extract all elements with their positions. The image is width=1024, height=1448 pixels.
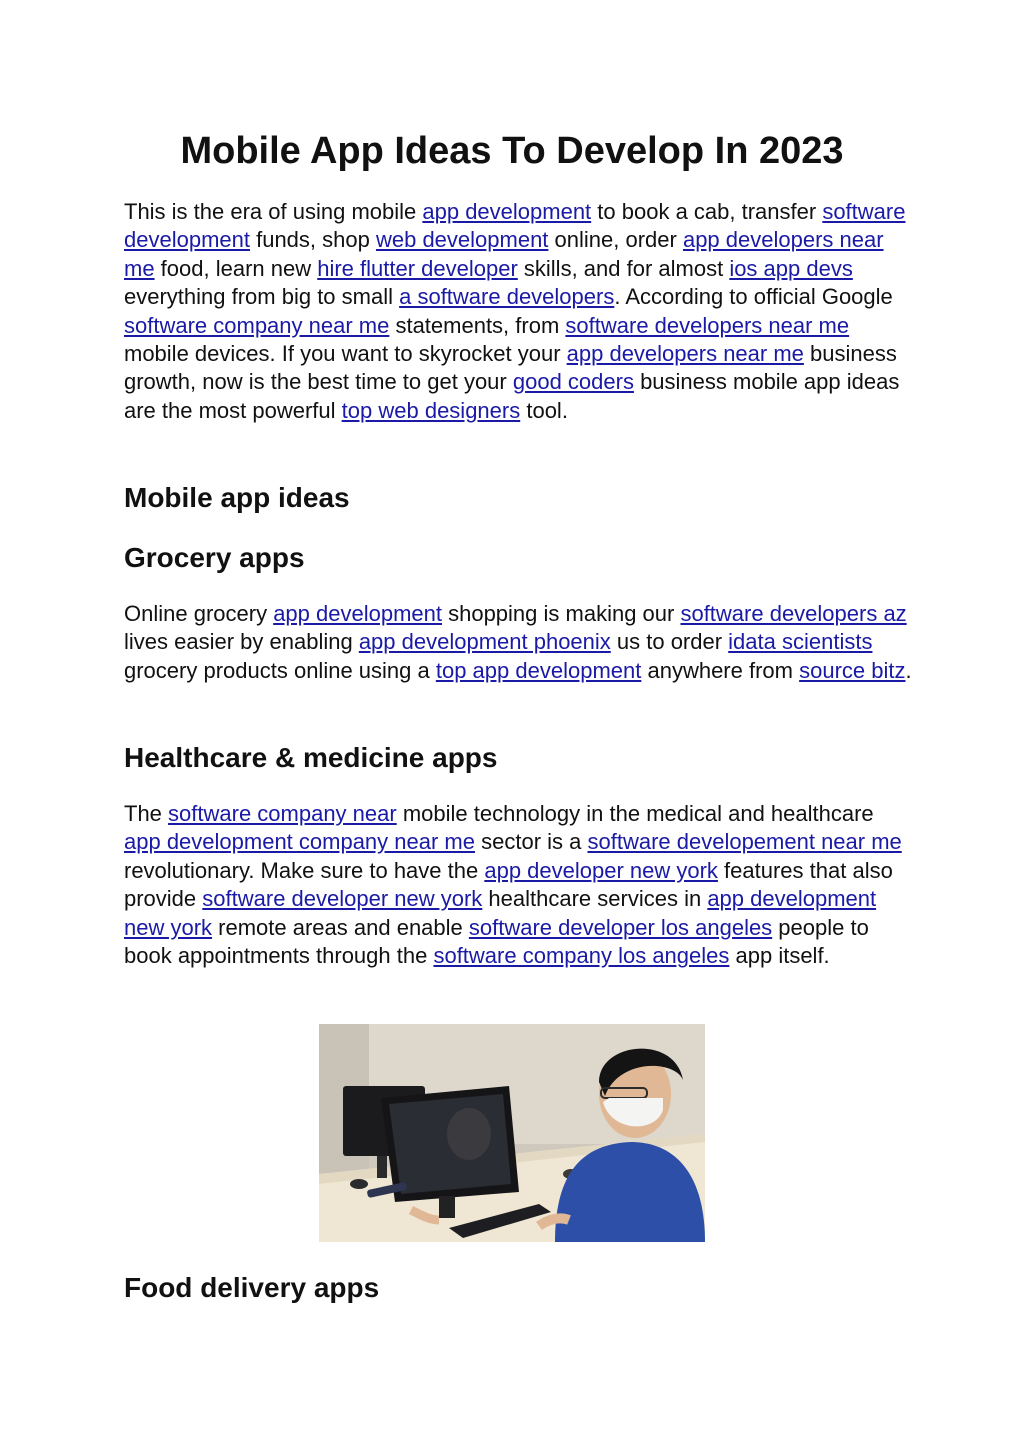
text-run: anywhere from [641, 657, 800, 683]
text-run: sector is a [475, 829, 588, 855]
inline-link[interactable]: app developer new york [484, 857, 718, 883]
text-run: business mobile app ideas are the most powerful [124, 369, 900, 423]
inline-link[interactable]: source bitz [799, 657, 906, 683]
inline-link[interactable]: software developers az [680, 601, 907, 626]
inline-link[interactable]: app development new york [124, 886, 877, 940]
inline-link[interactable]: app development [422, 199, 592, 224]
inline-link[interactable]: software company near [168, 801, 397, 826]
text-run: revolutionary. Make sure to have the [124, 857, 485, 883]
text-run: skills, and for almost [517, 255, 730, 281]
inline-link[interactable]: software developement near me [587, 829, 902, 855]
inline-link[interactable]: app development [273, 601, 442, 626]
text-run: us to order [610, 629, 729, 655]
text-run: healthcare services in [482, 886, 708, 912]
inline-link[interactable]: top web designers [341, 397, 521, 423]
inline-link[interactable]: ios app devs [729, 255, 853, 281]
text-run: statements, from [389, 312, 566, 338]
text-run: This is the era of using mobile [124, 199, 423, 224]
inline-link[interactable]: app developers near me [124, 227, 884, 281]
inline-link[interactable]: software developer los angeles [468, 914, 773, 940]
text-run: mobile technology in the medical and healthcare [396, 801, 874, 826]
text-run: online, order [548, 227, 683, 253]
page-title: Mobile App Ideas To Develop In 2023 [180, 130, 844, 172]
inline-link[interactable]: a software developers [399, 284, 615, 310]
text-run: everything from big to small [124, 284, 400, 310]
inline-link[interactable]: software company los angeles [433, 943, 730, 969]
text-run: . According to official Google [614, 284, 893, 310]
inline-link[interactable]: good coders [512, 369, 634, 395]
text-run: business growth, now is the best time to get your [124, 341, 897, 395]
office-photo [319, 1024, 705, 1242]
inline-link[interactable]: app developers near me [566, 341, 804, 367]
inline-link[interactable]: top app development [435, 657, 642, 683]
text-run: mobile devices. If you want to skyrocket your [124, 341, 567, 367]
inline-link[interactable]: software development [124, 199, 906, 253]
text-run: food, learn new [154, 255, 318, 281]
text-run: features that also provide [124, 857, 893, 912]
text-run: lives easier by enabling [124, 629, 359, 655]
text-run: remote areas and enable [212, 914, 469, 940]
text-run: Online grocery [124, 601, 274, 626]
healthcare-paragraph [124, 800, 914, 970]
inline-link[interactable]: software company near me [124, 312, 390, 338]
heading-healthcare-apps: Healthcare & medicine apps [124, 742, 498, 773]
inline-link[interactable]: app development company near me [124, 829, 475, 855]
text-run: people to book appointments through the [124, 914, 869, 969]
text-run: grocery products online using a [124, 657, 436, 683]
inline-link[interactable]: app development phoenix [358, 629, 611, 655]
inline-link[interactable]: web development [375, 227, 549, 253]
text-run: app itself. [729, 943, 830, 969]
text-run: tool. [520, 397, 568, 423]
inline-link[interactable]: software developers near me [565, 312, 850, 338]
text-run: shopping is making our [441, 601, 681, 626]
heading-food-delivery-apps: Food delivery apps [124, 1272, 380, 1303]
intro-paragraph [124, 198, 914, 425]
inline-link[interactable]: idata scientists [728, 629, 873, 655]
inline-link[interactable]: software developer new york [202, 886, 483, 912]
text-run: to book a cab, transfer [591, 199, 823, 224]
heading-grocery-apps: Grocery apps [124, 542, 305, 573]
text-run: . [905, 657, 912, 683]
text-run: The [124, 801, 169, 826]
inline-link[interactable]: hire flutter developer [317, 255, 518, 281]
text-run: funds, shop [249, 227, 376, 253]
heading-mobile-app-ideas: Mobile app ideas [124, 482, 350, 513]
grocery-paragraph [124, 600, 914, 685]
